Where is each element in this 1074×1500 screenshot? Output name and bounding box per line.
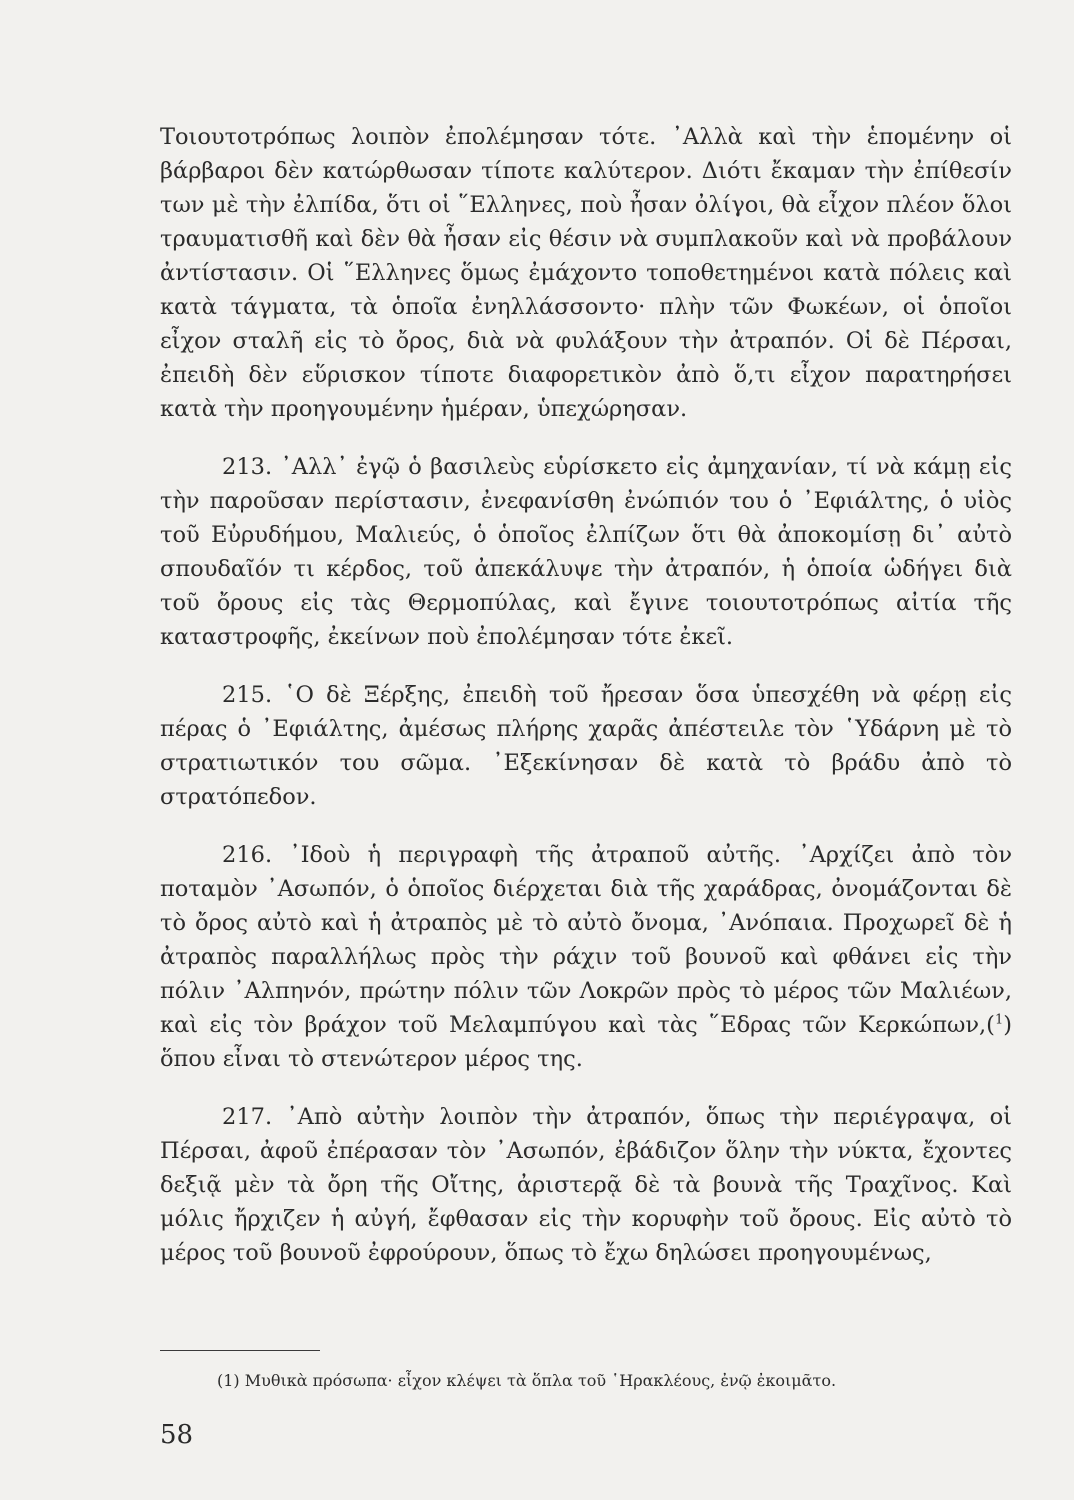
paragraph-215: 215. ῾Ο δὲ Ξέρξης, ἐπειδὴ τοῦ ἤρεσαν ὅσα ὑπεσχέθη νὰ φέρῃ εἰς πέρας ὁ ᾿Εφιάλτης, ἀμέσως πλήρης χαρᾶς ἀπέστειλε τὸν ῾Υδάρνη μὲ τὸ στρατιωτικόν του σῶμα. ᾿Εξεκίνησαν δὲ κατὰ τὸ βράδυ ἀπὸ τὸ στρατόπεδον.	[160, 682, 1012, 810]
paragraph-216	[160, 838, 1012, 1076]
paragraph-213: 213. ᾿Αλλ᾿ ἐγῷ ὁ βασιλεὺς εὑρίσκετο εἰς ἀμηχανίαν, τί νὰ κάμῃ εἰς τὴν παροῦσαν περίστασιν, ἐνεφανίσθη ἐνώπιόν του ὁ ᾿Εφιάλτης, ὁ υἱὸς τοῦ Εὐρυδήμου, Μαλιεύς, ὁ ὁποῖος ἐλπίζων ὅτι θὰ ἀποκομίσῃ δι᾿ αὐτὸ σπουδαῖόν τι κέρδος, τοῦ ἀπεκάλυψε τὴν ἀτραπόν, ἡ ὁποία ὡδήγει διὰ τοῦ ὄρους εἰς τὰς Θερμοπύλας, καὶ ἔγινε τοιουτοτρόπως αἰτία τῆς καταστροφῆς, ἐκείνων ποὺ ἐπολέμησαν τότε ἐκεῖ.	[160, 454, 1012, 650]
page-number: 58	[160, 1420, 194, 1450]
paragraph-216-text: 216. ᾿Ιδοὺ ἡ περιγραφὴ τῆς ἀτραποῦ αὐτῆς. ᾿Αρχίζει ἀπὸ τὸν ποταμὸν ᾿Ασωπόν, ὁ ὁποῖος διέρχεται διὰ τῆς χαράδρας, ὀνομάζονται δὲ τὸ ὄρος αὐτὸ καὶ ἡ ἀτραπὸς μὲ τὸ αὐτὸ ὄνομα, ᾿Ανόπαια. Προχωρεῖ δὲ ἡ ἀτραπὸς παραλλήλως πρὸς τὴν ράχιν τοῦ βουνοῦ καὶ φθάνει εἰς τὴν πόλιν ᾿Αλπηνόν, πρώτην πόλιν τῶν Λοκρῶν πρὸς τὸ μέρος τῶν Μαλιέων, καὶ εἰς τὸν βράχον τοῦ Μελαμπύγου καὶ τὰς ῞Εδρας τῶν Κερκώπων,(	[160, 842, 1012, 1038]
footnote-reference: 1	[994, 1012, 1004, 1028]
footnote-marker: (1)	[217, 1371, 240, 1390]
footnote-text: Μυθικὰ πρόσωπα· εἶχον κλέψει τὰ ὅπλα τοῦ ῾Ηρακλέους, ἐνῷ ἐκοιμᾶτο.	[244, 1371, 837, 1390]
paragraph-217: 217. ᾿Απὸ αὐτὴν λοιπὸν τὴν ἀτραπόν, ὅπως τὴν περιέγραψα, οἱ Πέρσαι, ἀφοῦ ἐπέρασαν τὸν ᾿Ασωπόν, ἐβάδιζον ὅλην τὴν νύκτα, ἔχοντες δεξιᾷ μὲν τὰ ὄρη τῆς Οἴτης, ἀριστερᾷ δὲ τὰ βουνὰ τῆς Τραχῖνος. Καὶ μόλις ἤρχιζεν ἡ αὐγή, ἔφθασαν εἰς τὴν κορυφὴν τοῦ ὄρους. Εἰς αὐτὸ τὸ μέρος τοῦ βουνοῦ ἐφρούρουν, ὅπως τὸ ἔχω δηλώσει προηγουμένως,	[160, 1104, 1012, 1266]
body-text	[160, 120, 1012, 1294]
footnote-divider	[160, 1350, 320, 1351]
footnote	[217, 1370, 1017, 1392]
paragraph-continuation: Τοιουτοτρόπως λοιπὸν ἐπολέμησαν τότε. ᾿Αλλὰ καὶ τὴν ἑπομένην οἱ βάρβαροι δὲν κατώρθωσαν τίποτε καλύτερον. Διότι ἔκαμαν τὴν ἐπίθεσίν των μὲ τὴν ἐλπίδα, ὅτι οἱ ῞Ελληνες, ποὺ ἦσαν ὀλίγοι, θὰ εἶχον πλέον ὅλοι τραυματισθῆ καὶ δὲν θὰ ἦσαν εἰς θέσιν νὰ συμπλακοῦν καὶ νὰ προβάλουν ἀντίστασιν. Οἱ ῞Ελληνες ὅμως ἐμάχοντο τοποθετημένοι κατὰ πόλεις καὶ κατὰ τάγματα, τὰ ὁποῖα ἐνηλλάσσοντο· πλὴν τῶν Φωκέων, οἱ ὁποῖοι εἶχον σταλῆ εἰς τὸ ὄρος, διὰ νὰ φυλάξουν τὴν ἀτραπόν. Οἱ δὲ Πέρσαι, ἐπειδὴ δὲν εὕρισκον τίποτε διαφορετικὸν ἀπὸ ὅ,τι εἶχον παρατηρήσει κατὰ τὴν προηγουμένην ἡμέραν, ὑπεχώρησαν.	[160, 124, 1012, 422]
paragraph-216-text-end: ) ὅπου εἶναι τὸ στενώτερον μέρος της.	[160, 1012, 1012, 1072]
